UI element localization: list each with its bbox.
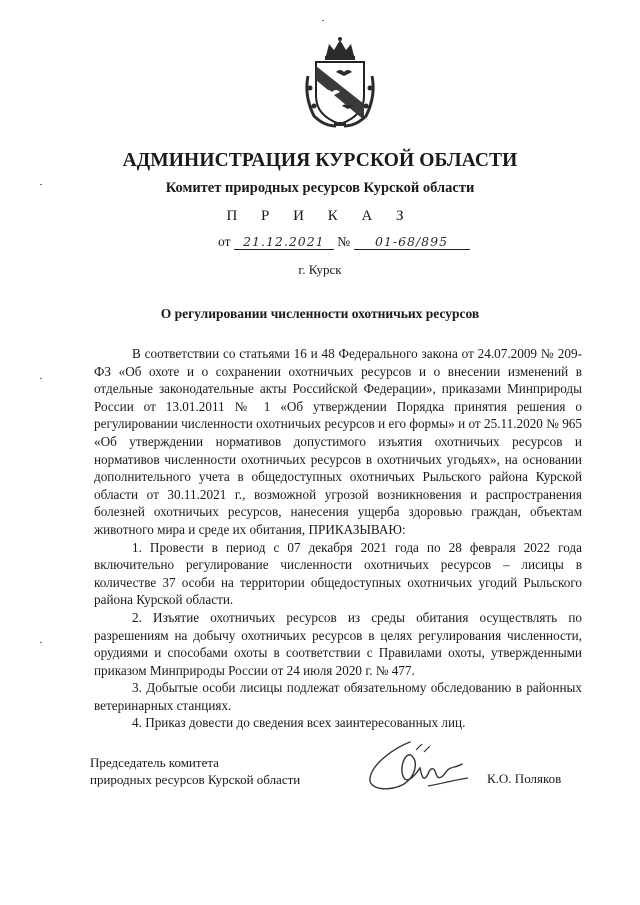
number-prefix: №: [337, 234, 351, 249]
date-prefix: от: [218, 234, 231, 249]
document-number: 01-68/895: [354, 234, 470, 250]
committee-title: Комитет природных ресурсов Курской области: [165, 180, 475, 196]
scan-speck: [40, 378, 42, 379]
signatory-title-line-2: природных ресурсов Курской области: [90, 772, 301, 787]
document-subject: О регулировании численности охотничьих ресурсов: [160, 306, 480, 321]
date-number-line: [218, 234, 470, 250]
preamble-paragraph: В соответствии со статьями 16 и 48 Федерального закона от 24.07.2009 № 209-ФЗ «Об охоте и о сохранении охотничьих ресурсов и о внесении изменений в отдельные законодательные акты Российской Федерации», приказами Минприроды России от 13.01.2011 № 1 «Об утверждении Порядка принятия решения о регулировании численности охотничьих ресурсов и его формы» и от 25.11.2020 № 965 «Об утверждении нормативов допустимого изъятия охотничьих ресурсов и нормативов численности охотничьих ресурсов в охотничьих угодьях», на основании дополнительного учета в общедоступных охотничьих Рыльского района Курской области от 30.11.2021 г., возможной угрозой возникновения и распространения болезней охотничьих ресурсов, нанесения ущерба здоровью граждан, объектам животного мира и среде их обитания, ПРИКАЗЫВАЮ:: [94, 346, 582, 537]
organization-title: АДМИНИСТРАЦИЯ КУРСКОЙ ОБЛАСТИ: [122, 150, 518, 171]
signatory-title-line-1: Председатель комитета: [90, 755, 219, 770]
document-body: [94, 345, 582, 732]
item-3-paragraph: 3. Добытые особи лисицы подлежат обязательному обследованию в районных ветеринарных станциях.: [94, 680, 582, 713]
city: г. Курск: [298, 262, 342, 277]
coat-of-arms-icon: [302, 36, 378, 128]
item-4-paragraph: 4. Приказ довести до сведения всех заинтересованных лиц.: [132, 715, 466, 731]
scan-speck: [322, 20, 324, 21]
scan-speck: [40, 184, 42, 185]
scan-speck: [40, 642, 42, 643]
item-1-paragraph: 1. Провести в период с 07 декабря 2021 года по 28 февраля 2022 года включительно регулирование численности охотничьих ресурсов – лисицы в количестве 37 особи на территории общедоступных охотничьих угодий Рыльского района Курской области.: [94, 539, 582, 608]
item-2-paragraph: 2. Изъятие охотничьих ресурсов из среды обитания осуществлять по разрешениям на добычу охотничьих ресурсов в целях регулирования численности, орудиями и способами охоты в соответствии с Правилами охоты, утвержденными приказом Минприроды России от 24 июля 2020 г. № 477.: [94, 609, 582, 678]
document-type: П Р И К А З: [226, 208, 414, 224]
date-value: 21.12.2021: [234, 234, 334, 250]
signatory-name: К.О. Поляков: [487, 771, 562, 786]
handwritten-signature: [364, 738, 472, 798]
signatory-title: [90, 754, 300, 788]
